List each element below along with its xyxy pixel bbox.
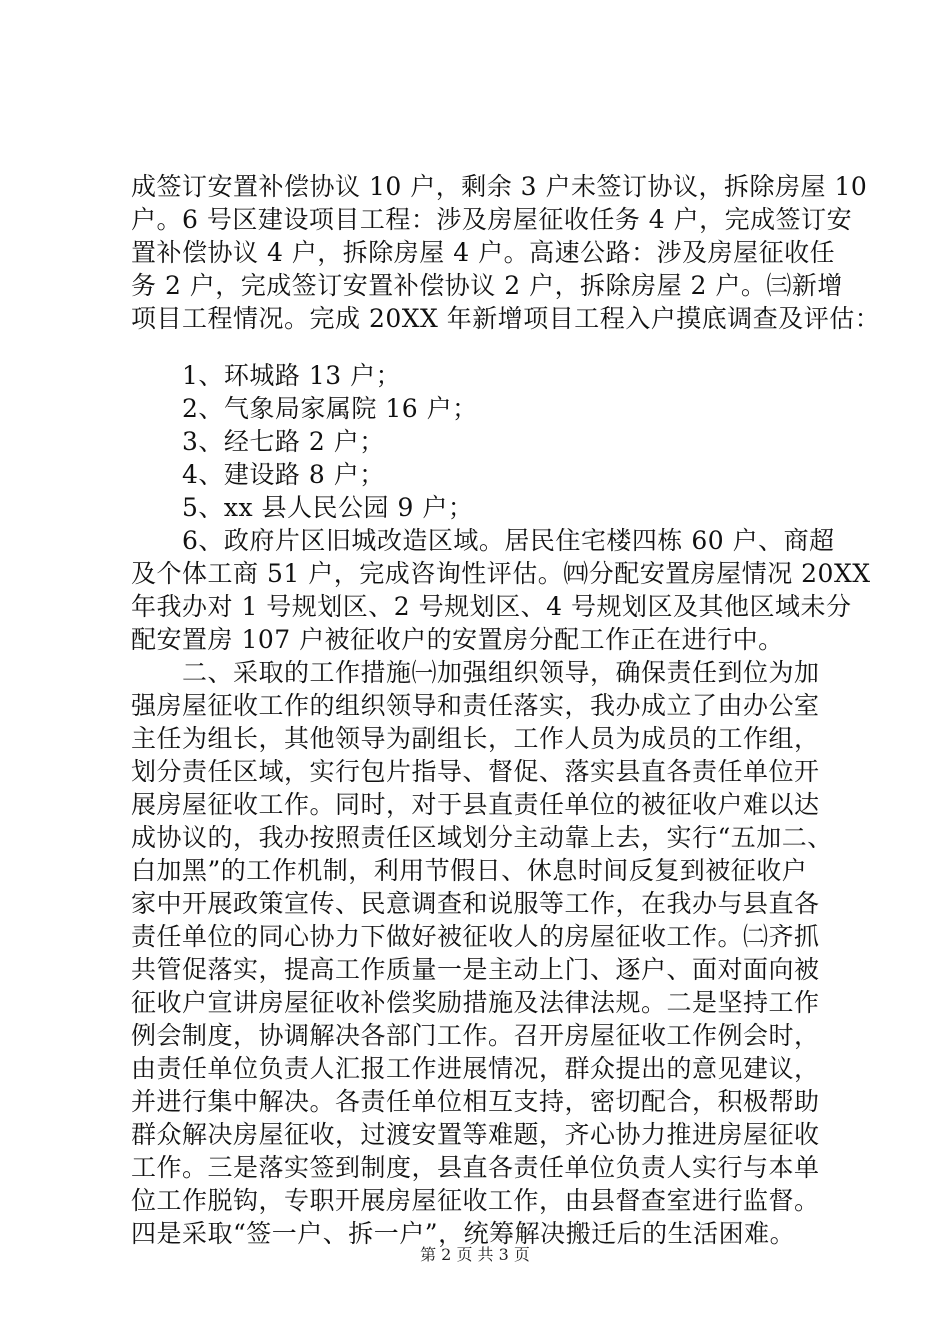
paragraph-work-measures (131, 656, 831, 1250)
text-line: 项目工程情况。完成 20XX 年新增项目工程入户摸底调查及评估： (131, 304, 881, 333)
text-line: 例会制度，协调解决各部门工作。召开房屋征收工作例会时， (131, 1021, 820, 1050)
list-item: 6、政府片区旧城改造区域。居民住宅楼四栋 60 户、商超 (131, 526, 835, 555)
text-line: 户。6 号区建设项目工程：涉及房屋征收任务 4 户，完成签订安 (131, 205, 853, 234)
text-line: 共管促落实，提高工作质量一是主动上门、逐户、面对面向被 (131, 955, 820, 984)
text-line: 展房屋征收工作。同时，对于县直责任单位的被征收户难以达 (131, 790, 820, 819)
text-line: 及个体工商 51 户，完成咨询性评估。㈣分配安置房屋情况 20XX (131, 559, 871, 588)
text-line: 主任为组长，其他领导为副组长，工作人员为成员的工作组， (131, 724, 820, 753)
list-item: 4、建设路 8 户； (131, 460, 385, 489)
list-item: 1、环城路 13 户； (131, 361, 402, 390)
text-line: 划分责任区域，实行包片指导、督促、落实县直各责任单位开 (131, 757, 820, 786)
document-body (131, 170, 881, 1250)
text-line: 白加黑”的工作机制，利用节假日、休息时间反复到被征收户 (131, 856, 808, 885)
list-item: 2、气象局家属院 16 户； (131, 394, 478, 423)
text-line: 位工作脱钩，专职开展房屋征收工作，由县督查室进行监督。 (131, 1186, 820, 1215)
text-line: 群众解决房屋征收，过渡安置等难题，齐心协力推进房屋征收 (131, 1120, 820, 1149)
list-item: 5、xx 县人民公园 9 户； (131, 493, 474, 522)
paragraph-progress-summary (131, 170, 881, 335)
list-item: 3、经七路 2 户； (131, 427, 385, 456)
text-line: 责任单位的同心协力下做好被征收人的房屋征收工作。㈡齐抓 (131, 922, 820, 951)
text-line: 成协议的，我办按照责任区域划分主动靠上去，实行“五加二、 (131, 823, 833, 852)
page-number-footer: 第 2 页 共 3 页 (420, 1245, 530, 1264)
text-line: 配安置房 107 户被征收户的安置房分配工作正在进行中。 (131, 625, 784, 654)
text-line: 强房屋征收工作的组织领导和责任落实，我办成立了由办公室 (131, 691, 820, 720)
text-line: 年我办对 1 号规划区、2 号规划区、4 号规划区及其他区域未分 (131, 592, 852, 621)
text-line: 并进行集中解决。各责任单位相互支持，密切配合，积极帮助 (131, 1087, 820, 1116)
text-line: 由责任单位负责人汇报工作进展情况，群众提出的意见建议， (131, 1054, 820, 1083)
new-projects-list (131, 359, 871, 656)
text-line: 征收户宣讲房屋征收补偿奖励措施及法律法规。二是坚持工作 (131, 988, 820, 1017)
text-line: 二、采取的工作措施㈠加强组织领导，确保责任到位为加 (131, 658, 820, 687)
paragraph-spacer (131, 335, 831, 359)
text-line: 工作。三是落实签到制度，县直各责任单位负责人实行与本单 (131, 1153, 820, 1182)
text-line: 四是采取“签一户、拆一户”，统筹解决搬迁后的生活困难。 (131, 1219, 796, 1248)
text-line: 家中开展政策宣传、民意调查和说服等工作，在我办与县直各 (131, 889, 820, 918)
text-line: 务 2 户，完成签订安置补偿协议 2 户，拆除房屋 2 户。㈢新增 (131, 271, 843, 300)
text-line: 置补偿协议 4 户，拆除房屋 4 户。高速公路：涉及房屋征收任 (131, 238, 836, 267)
text-line: 成签订安置补偿协议 10 户，剩余 3 户未签订协议，拆除房屋 10 (131, 172, 868, 201)
